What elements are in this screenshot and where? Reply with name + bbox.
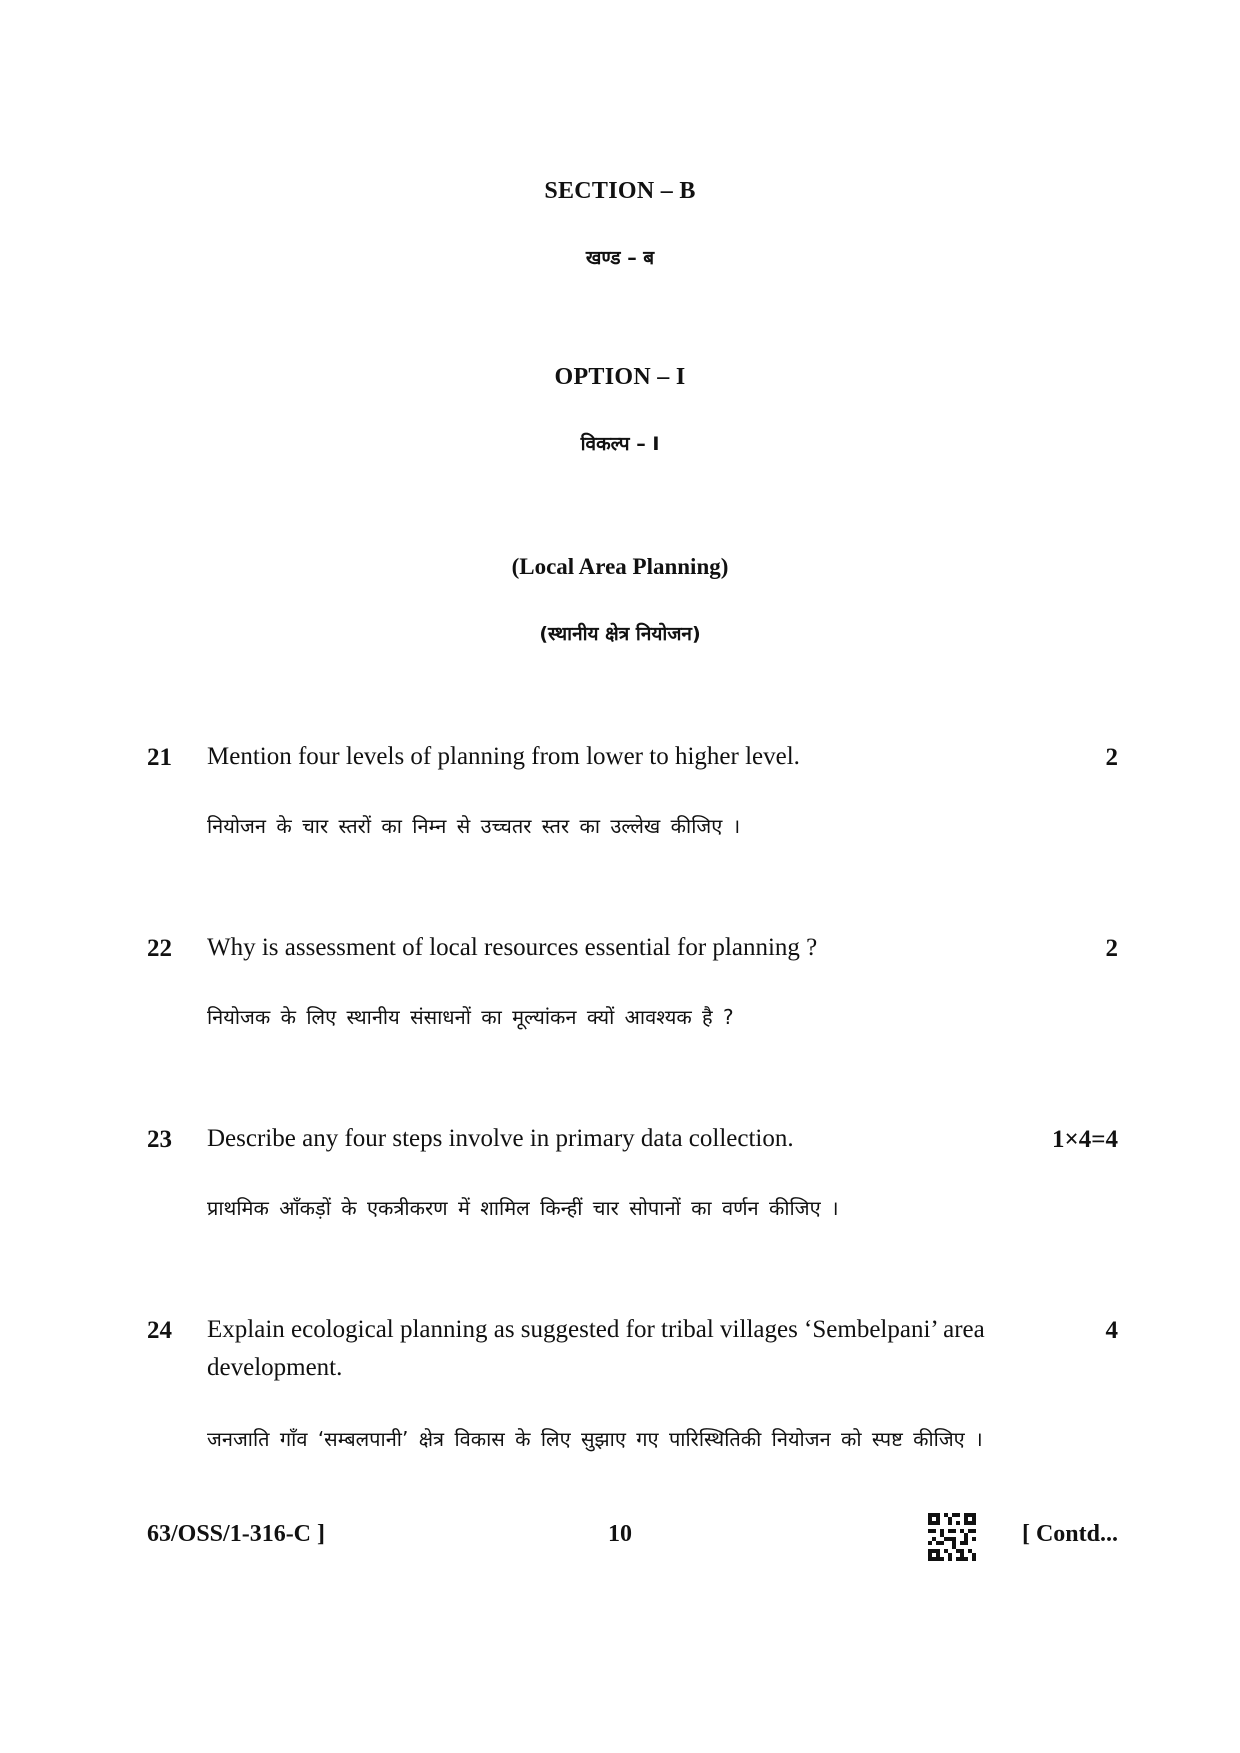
question-number: 21	[147, 744, 172, 771]
paper-code: 63/OSS/1-316-C ]	[147, 1521, 326, 1547]
page-number: 10	[608, 1521, 632, 1547]
question-text-hindi: प्राथमिक आँकड़ों के एकत्रीकरण में शामिल किन्हीं चार सोपानों का वर्णन कीजिए ।	[207, 1196, 839, 1220]
question-number: 22	[147, 935, 172, 962]
question-marks: 2	[1105, 935, 1118, 962]
question-number: 23	[147, 1126, 172, 1153]
continued-label: [ Contd...	[1021, 1521, 1118, 1547]
question-text: Describe any four steps involve in primary data collection.	[207, 1125, 794, 1152]
section-title-hindi: खण्ड – ब	[585, 247, 655, 269]
section-title: SECTION – B	[544, 178, 696, 204]
question-number: 24	[147, 1317, 172, 1344]
option-title-hindi: विकल्प – I	[580, 433, 660, 455]
question-text-hindi: नियोजन के चार स्तरों का निम्न से उच्चतर स्तर का उल्लेख कीजिए ।	[207, 814, 741, 838]
topic-title-hindi: (स्थानीय क्षेत्र नियोजन)	[539, 623, 701, 645]
question-text-hindi: जनजाति गाँव ‘सम्बलपानी’ क्षेत्र विकास के लिए सुझाए गए पारिस्थितिकी नियोजन को स्पष्ट कीजिए ।	[207, 1427, 983, 1451]
question-text-hindi: नियोजक के लिए स्थानीय संसाधनों का मूल्यांकन क्यों आवश्यक है ?	[207, 1005, 734, 1029]
question-marks: 4	[1105, 1317, 1118, 1344]
option-title: OPTION – I	[554, 364, 686, 390]
question-marks: 2	[1105, 744, 1118, 771]
question-marks: 1×4=4	[1052, 1126, 1118, 1153]
topic-title: (Local Area Planning)	[511, 554, 729, 579]
qr-code-icon	[928, 1513, 976, 1561]
question-text: Mention four levels of planning from lower to higher level.	[207, 743, 800, 770]
question-text: Why is assessment of local resources essential for planning ?	[207, 934, 818, 961]
question-text: Explain ecological planning as suggested for tribal villages ‘Sembelpani’ area development.	[207, 1316, 985, 1381]
